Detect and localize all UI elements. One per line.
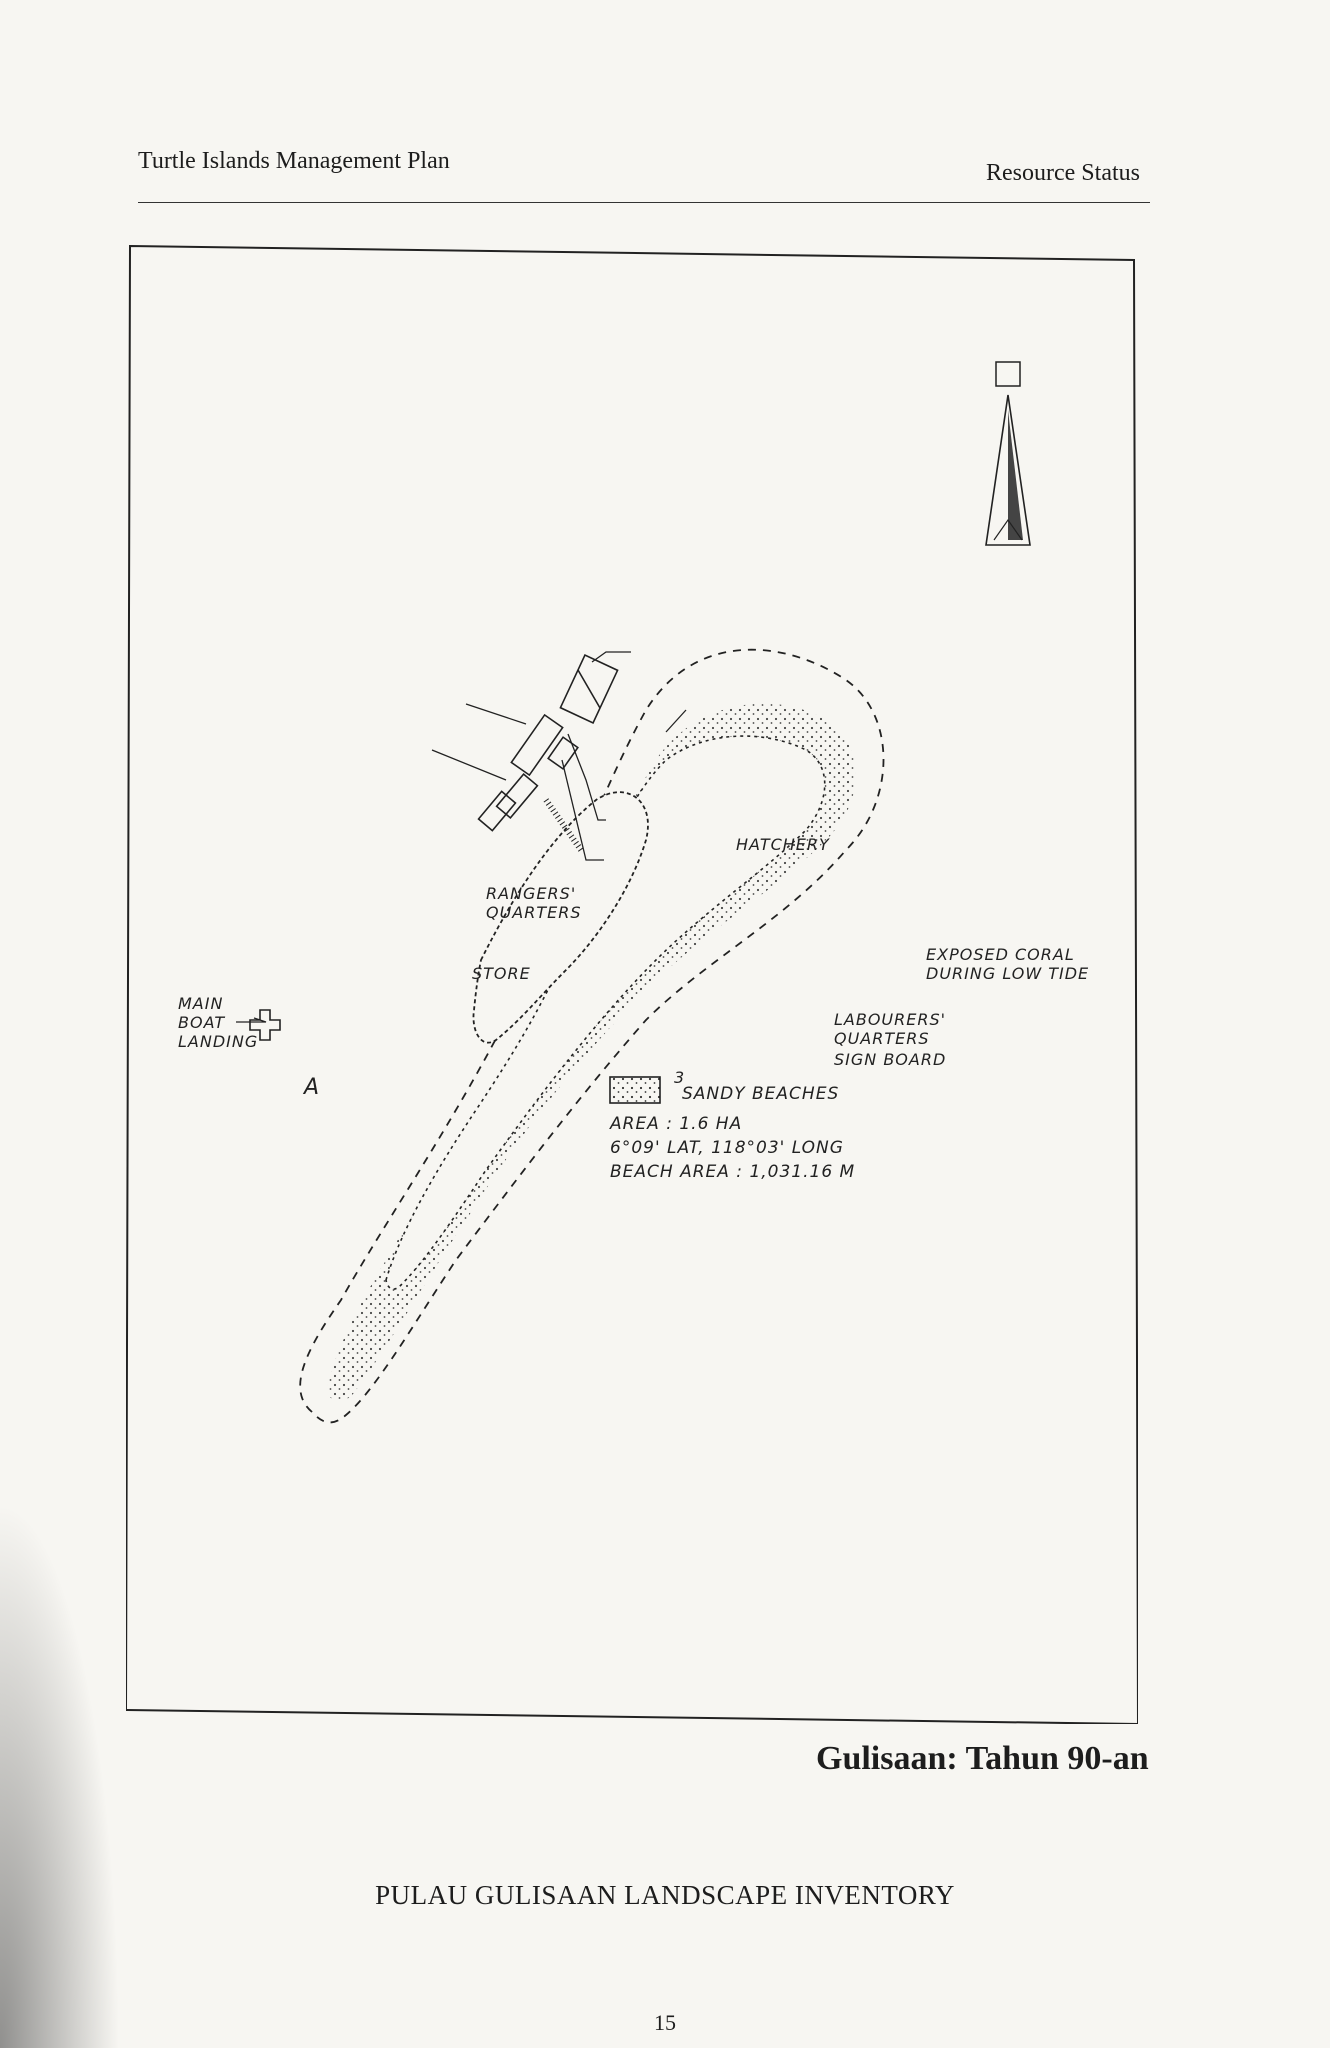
section-title: Resource Status bbox=[986, 160, 1140, 186]
label-marker-3: 3 bbox=[674, 1068, 686, 1087]
label-store: STORE bbox=[472, 964, 531, 983]
legend-area: AREA : 1.6 HA bbox=[610, 1114, 743, 1134]
island-map bbox=[126, 240, 1138, 1724]
label-sign-board: SIGN BOARD bbox=[834, 1050, 947, 1069]
page-number: 15 bbox=[654, 2010, 676, 2035]
north-arrow-icon bbox=[986, 362, 1030, 545]
label-hatchery: HATCHERY bbox=[736, 835, 830, 854]
header-divider bbox=[138, 202, 1150, 203]
legend-sandy-beaches: SANDY BEACHES bbox=[682, 1084, 840, 1104]
hatchery-building bbox=[560, 655, 617, 723]
scan-shadow bbox=[0, 1500, 120, 2048]
label-marker-a: A bbox=[304, 1075, 321, 1100]
label-exposed-coral: EXPOSED CORAL DURING LOW TIDE bbox=[926, 945, 1090, 983]
label-rangers-quarters: RANGERS' QUARTERS bbox=[486, 884, 582, 922]
label-boat-landing: MAIN BOAT LANDING bbox=[178, 994, 259, 1051]
page-title: PULAU GULISAAN LANDSCAPE INVENTORY bbox=[375, 1880, 955, 1910]
legend-beach-area: BEACH AREA : 1,031.16 M bbox=[610, 1162, 856, 1182]
period-caption: Gulisaan: Tahun 90-an bbox=[816, 1740, 1149, 1777]
legend-coordinates: 6°09' LAT, 118°03' LONG bbox=[610, 1138, 844, 1158]
label-labourers-quarters: LABOURERS' QUARTERS bbox=[834, 1010, 947, 1048]
legend-swatch-sandy bbox=[610, 1077, 660, 1103]
store-building bbox=[479, 774, 538, 830]
document-title: Turtle Islands Management Plan bbox=[138, 148, 450, 174]
rangers-quarters-building bbox=[511, 715, 562, 775]
